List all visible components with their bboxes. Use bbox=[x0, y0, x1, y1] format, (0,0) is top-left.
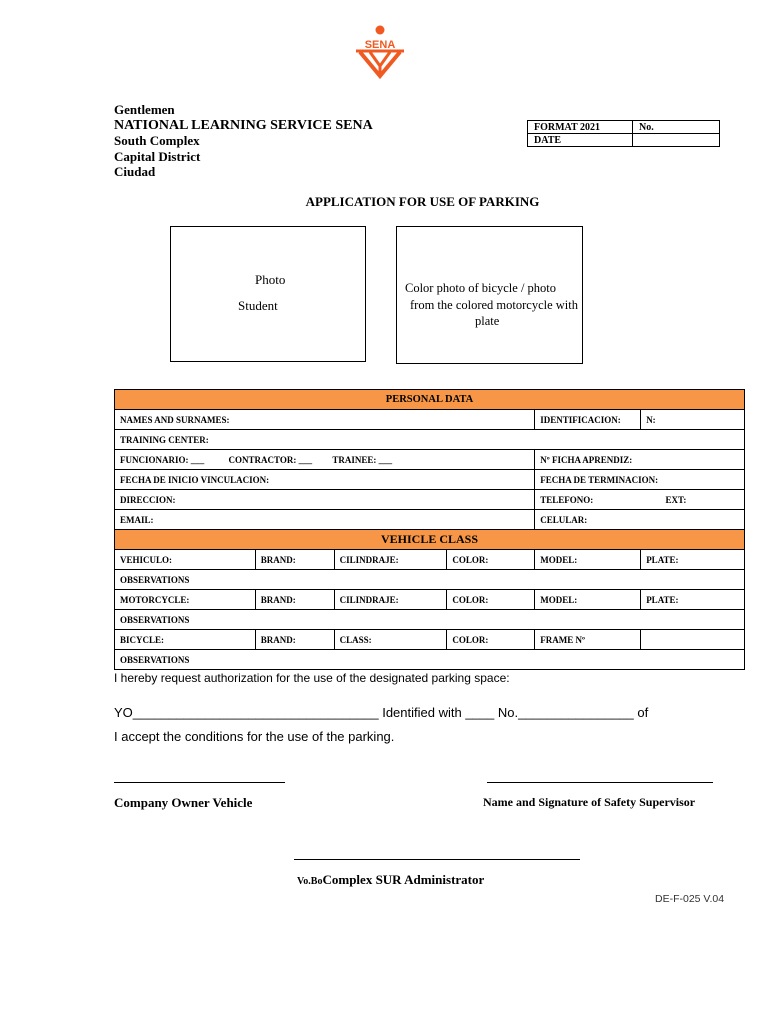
svg-text:SENA: SENA bbox=[364, 39, 396, 51]
vehicle-model-field[interactable]: MODEL: bbox=[535, 550, 641, 570]
bicycle-class-field[interactable]: CLASS: bbox=[334, 630, 447, 650]
bicycle-frame-field[interactable]: FRAME Nº bbox=[535, 630, 641, 650]
supervisor-signature-label: Name and Signature of Safety Supervisor bbox=[483, 795, 696, 809]
identificacion-field[interactable]: IDENTIFICACION: bbox=[535, 410, 641, 430]
district-name: Capital District bbox=[114, 148, 201, 164]
institution-name: NATIONAL LEARNING SERVICE SENA bbox=[114, 117, 373, 133]
owner-signature-line[interactable] bbox=[114, 782, 285, 783]
personal-data-header: PERSONAL DATA bbox=[115, 390, 745, 410]
bicycle-observations-field[interactable]: OBSERVATIONS bbox=[115, 650, 745, 670]
vehicle-cilindraje-field[interactable]: CILINDRAJE: bbox=[334, 550, 447, 570]
format-box bbox=[527, 120, 720, 147]
bicycle-brand-field[interactable]: BRAND: bbox=[255, 630, 334, 650]
bicycle-frame-value[interactable] bbox=[641, 630, 745, 650]
bicycle-color-field[interactable]: COLOR: bbox=[447, 630, 535, 650]
names-field[interactable]: NAMES AND SURNAMES: bbox=[115, 410, 535, 430]
address-block bbox=[114, 102, 373, 180]
personal-data-table bbox=[114, 389, 745, 670]
city-name: Ciudad bbox=[114, 164, 156, 179]
bicycle-field[interactable]: BICYCLE: bbox=[115, 630, 256, 650]
sena-logo bbox=[352, 24, 408, 80]
vehicle-class-header: VEHICLE CLASS bbox=[115, 530, 745, 550]
phone-label: TELEFONO: bbox=[540, 494, 594, 505]
student-label: Student bbox=[238, 298, 278, 313]
start-date-field[interactable]: FECHA DE INICIO VINCULACION: bbox=[115, 470, 535, 490]
role-field[interactable] bbox=[115, 450, 535, 470]
ficha-field[interactable]: Nº FICHA APRENDIZ: bbox=[535, 450, 745, 470]
supervisor-signature-line[interactable] bbox=[487, 782, 713, 783]
admin-signature-label bbox=[297, 872, 484, 888]
ext-label: EXT: bbox=[665, 494, 687, 505]
motorcycle-cilindraje-field[interactable]: CILINDRAJE: bbox=[334, 590, 447, 610]
motorcycle-observations-field[interactable]: OBSERVATIONS bbox=[115, 610, 745, 630]
admin-signature-line[interactable] bbox=[294, 859, 580, 860]
motorcycle-plate-field[interactable]: PLATE: bbox=[641, 590, 745, 610]
training-center-field[interactable]: TRAINING CENTER: bbox=[115, 430, 745, 450]
phone-field[interactable] bbox=[535, 490, 745, 510]
admin-label: Complex SUR Administrator bbox=[322, 872, 485, 887]
vehicle-color-field[interactable]: COLOR: bbox=[447, 550, 535, 570]
format-label: FORMAT 2021 bbox=[528, 121, 633, 134]
date-label: DATE bbox=[528, 134, 633, 147]
caption-line-1: Color photo of bicycle / photo bbox=[405, 281, 557, 295]
vehicle-plate-field[interactable]: PLATE: bbox=[641, 550, 745, 570]
vehicle-type-field[interactable]: VEHICULO: bbox=[115, 550, 256, 570]
caption-line-3: plate bbox=[475, 314, 500, 328]
photo-label: Photo bbox=[255, 272, 286, 287]
email-field[interactable]: EMAIL: bbox=[115, 510, 535, 530]
vehicle-observations-field[interactable]: OBSERVATIONS bbox=[115, 570, 745, 590]
motorcycle-brand-field[interactable]: BRAND: bbox=[255, 590, 334, 610]
date-field[interactable] bbox=[633, 134, 720, 147]
cellphone-field[interactable]: CELULAR: bbox=[535, 510, 745, 530]
caption-line-2: from the colored motorcycle with bbox=[410, 297, 578, 312]
salutation: Gentlemen bbox=[114, 102, 175, 117]
id-number-field[interactable]: N: bbox=[641, 410, 745, 430]
trainee-option[interactable]: TRAINEE: ___ bbox=[332, 454, 393, 465]
vehicle-photo-caption bbox=[405, 280, 605, 330]
funcionario-option[interactable]: FUNCIONARIO: ___ bbox=[120, 454, 205, 465]
complex-name: South Complex bbox=[114, 133, 200, 148]
contractor-option[interactable]: CONTRACTOR: ___ bbox=[228, 454, 313, 465]
motorcycle-color-field[interactable]: COLOR: bbox=[447, 590, 535, 610]
motorcycle-field[interactable]: MOTORCYCLE: bbox=[115, 590, 256, 610]
student-photo-box[interactable] bbox=[170, 226, 366, 362]
document-code: DE-F-025 V.04 bbox=[655, 893, 725, 905]
vehicle-photo-box[interactable] bbox=[396, 226, 583, 364]
request-text: I hereby request authorization for the use of the designated parking space: bbox=[114, 671, 510, 685]
owner-signature-label: Company Owner Vehicle bbox=[114, 795, 253, 810]
address-field[interactable]: DIRECCION: bbox=[115, 490, 535, 510]
vobo-label: Vo.Bo bbox=[297, 876, 323, 887]
motorcycle-model-field[interactable]: MODEL: bbox=[535, 590, 641, 610]
vehicle-brand-field[interactable]: BRAND: bbox=[255, 550, 334, 570]
end-date-field[interactable]: FECHA DE TERMINACION: bbox=[535, 470, 745, 490]
accept-text: I accept the conditions for the use of the parking. bbox=[114, 729, 395, 744]
number-label[interactable]: No. bbox=[633, 121, 720, 134]
identification-line[interactable]: YO__________________________________ Identified with ____ No.________________ of bbox=[114, 705, 649, 720]
form-title: APPLICATION FOR USE OF PARKING bbox=[305, 194, 540, 209]
